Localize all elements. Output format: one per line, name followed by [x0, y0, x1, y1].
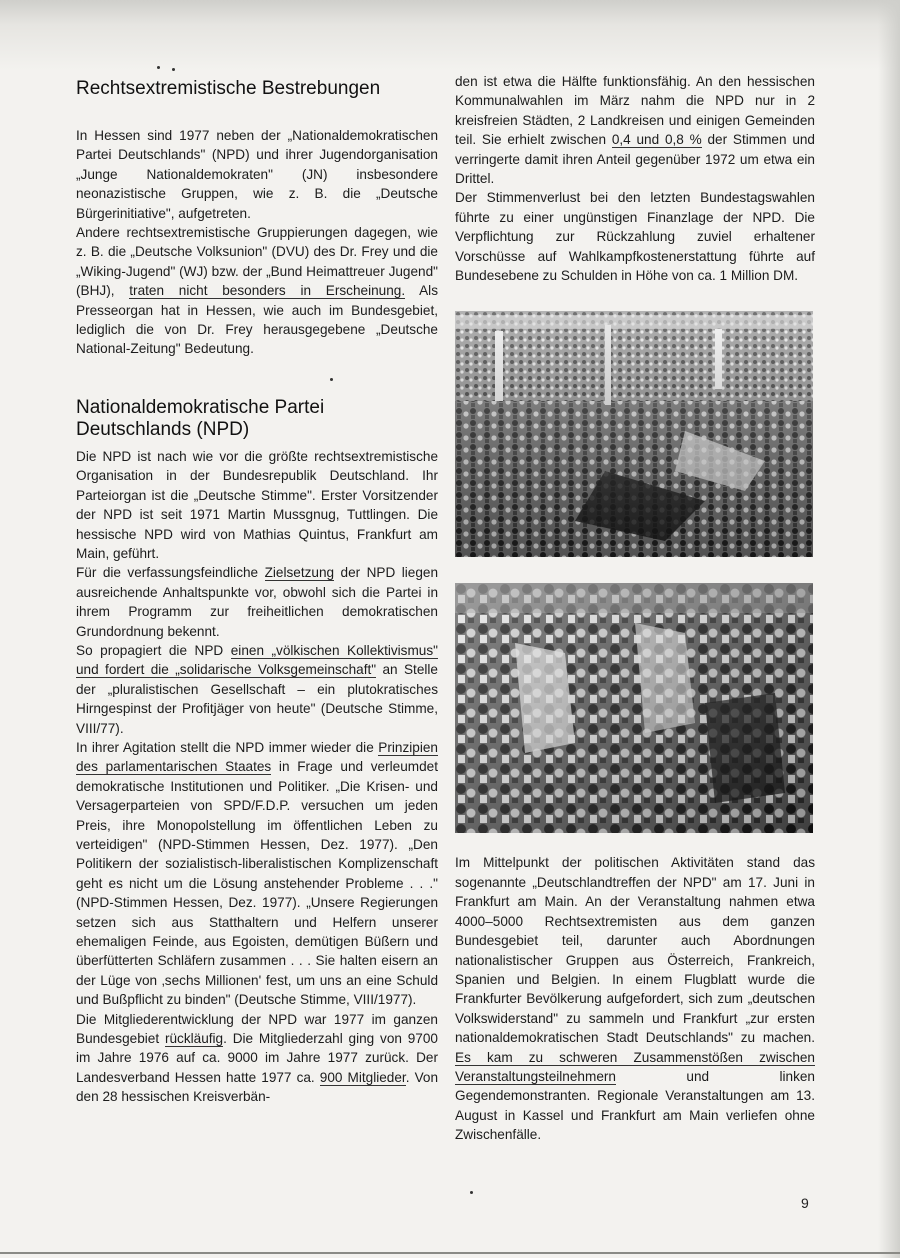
paragraph-objectives: Für die verfassungsfeindliche Zielsetzung der NPD liegen ausreichende Anhaltspunkte vor, obwohl sich die Partei in ihrem Programm zur freiheitlichen demokratischen Grundordnung bekennt. [76, 565, 438, 639]
clash-crowd-photo [455, 583, 813, 833]
underlined-phrase: 0,4 und 0,8 % [611, 132, 702, 148]
scan-right-shadow [878, 0, 900, 1258]
underlined-phrase: traten nicht besonders in Erscheinung. [129, 283, 406, 299]
section-heading-npd: Nationaldemokratische Partei Deutschlands (NPD) [76, 396, 325, 440]
paragraph-agitation: In ihrer Agitation stellt die NPD immer wieder die Prinzipien des parlamentarischen Staates in Frage und verleumdet demokratische Institutionen und Politiker. „Die Krisen- und Versagerparteien von SPD/F.D.P. versuchen um jeden Preis, ihre Monopolstellung im öffentlichen Leben zu verteidigen" (NPD-Stimmen Hessen, Dez. 1977). „Den Politikern der sozialistisch-liberalistischen Komplizenschaft geht es nicht um die Lösung anstehender Probleme . . ." (NPD-Stimmen Hessen, Dez. 1977). „Unsere Regierungen setzen sich aus Statthaltern und Helfern unserer ehemaligen Feinde, aus Egoisten, demütigen Büßern und überfütterten Schläfern zusammen . . . Sie halten eisern an der Lüge von ‚sechs Millionen' fest, um uns an eine Schuld und Bußpflicht zu binden" (Deutsche Stimme, VIII/1977). [76, 739, 439, 1008]
paragraph-deutschlandtreffen: Im Mittelpunkt der politischen Aktivitäten stand das sogenannte „Deutschlandtreffen der NPD" am 17. Juni in Frankfurt am Main. An der Veranstaltung nahmen etwa 4000–5000 Rechtsextremisten aus dem ganzen Bundesgebiet teil, darunter auch Abordnungen nationalistischer Gruppen aus Österreich, Frankreich, Spanien und Belgien. In einem Flugblatt wurde die Frankfurter Bevölkerung aufgefordert, sich zum „deutschen Volkswiderstand" zu sammeln und Frankfurt „zur ersten nationaldemokratischen Stadt Deutschlands" zu machen. Es kam zu schweren Zusammenstößen zwischen Veranstaltungsteilnehmern und linken Gegendemonstranten. Regionale Veranstaltungen am 13. August in Kassel und Frankfurt am Main verliefen ohne Zwischenfälle. [455, 855, 815, 1143]
scan-top-shadow [0, 0, 900, 70]
paragraph-finances: Der Stimmenverlust bei den letzten Bundestagswahlen führte zu einer ungünstigen Finanzlage der NPD. Die Verpflichtung zur Rückzahlung zuviel erhaltener Vorschüsse auf Wahlkampfkostenerstattung führte auf Bundesebene zu Schulden in Höhe von ca. 1 Million DM. [455, 190, 815, 284]
left-column [76, 70, 438, 1107]
rally-crowd-image [455, 311, 813, 557]
paragraph-npd-largest: Die NPD ist nach wie vor die größte rechtsextremistische Organisation in der Bundesrepublik Deutschland. Ihr Parteiorgan ist die „Deutsche Stimme". Erster Vorsitzender der NPD ist seit 1971 Martin Mussgnug, Tuttlingen. Die hessische NPD wird von Mathias Quintus, Frankfurt am Main, geführt. [76, 448, 438, 561]
page-number: 9 [801, 1195, 809, 1211]
underlined-phrase: Prinzipien des parlamentarischen Staates [76, 739, 438, 775]
scan-speck [172, 68, 175, 71]
right-column [455, 72, 815, 1145]
paragraph-hessen-1977: In Hessen sind 1977 neben der „Nationaldemokratischen Partei Deutschlands" (NPD) und ihrer Jugendorganisation „Junge Nationaldemokraten" (JN) insbesondere neonazistische Gruppen, wie z. B. die „Deutsche Bürgerinitiative", aufgetreten. [76, 128, 438, 221]
scan-bottom-edge [0, 1252, 900, 1254]
rally-crowd-photo [455, 311, 813, 557]
section-heading-right-extremism: Rechtsextremistische Bestrebungen [76, 78, 381, 99]
paragraph-other-groups: Andere rechtsextremistische Gruppierungen dagegen, wie z. B. die „Deutsche Volksunion" (DVU) des Dr. Frey und die „Wiking-Jugend" (WJ) bzw. der „Bund Heimattreuer Jugend" (BHJ), traten nicht besonders in Erscheinung. Als Presseorgan hat in Hessen, wie auch im Bundesgebiet, lediglich die von Dr. Frey herausgegebene „Deutsche National-Zeitung" Bedeutung. [76, 225, 438, 357]
paragraph-membership: Die Mitgliederentwicklung der NPD war 1977 im ganzen Bundesgebiet rückläufig. Die Mitgliederzahl ging von 9700 im Jahre 1976 auf ca. 9000 im Jahre 1977 zurück. Der Landesverband Hessen hatte 1977 ca. 900 Mitglieder. Von den 28 hessischen Kreisverbän- [76, 1011, 439, 1105]
paragraph-propaganda: So propagiert die NPD einen „völkischen Kollektivismus" und fordert die „solidarische Volksgemeinschaft" an Stelle der „pluralistischen Gesellschaft – ein plutokratisches Hirngespinst der Profitjäger von heute" (Deutsche Stimme, VIII/77). [76, 642, 438, 736]
underlined-phrase: Es kam zu schweren Zusammenstößen zwischen Veranstaltungsteilnehmern [455, 1049, 815, 1084]
underlined-phrase: 900 Mitglieder [319, 1069, 406, 1085]
clash-crowd-image [455, 583, 813, 833]
scan-speck [470, 1191, 473, 1194]
scan-speck [157, 66, 160, 69]
underlined-phrase: Zielsetzung [264, 565, 335, 581]
scan-speck [330, 378, 333, 381]
underlined-phrase: einen „völkischen Kollektivismus" und fordert die „solidarische Volksgemeinschaft" [76, 642, 438, 678]
paragraph-municipal-elections: den ist etwa die Hälfte funktionsfähig. An den hessischen Kommunalwahlen im März nahm die NPD nur in 2 kreisfreien Städten, 2 Landkreisen und einigen Gemeinden teil. Sie erhielt zwischen 0,4 und 0,8 % der Stimmen und verringerte damit ihren Anteil gegenüber 1972 um etwa ein Drittel. [455, 74, 815, 187]
deutschlandtreffen-text [455, 853, 815, 1144]
underlined-phrase: rückläufig [164, 1031, 224, 1047]
